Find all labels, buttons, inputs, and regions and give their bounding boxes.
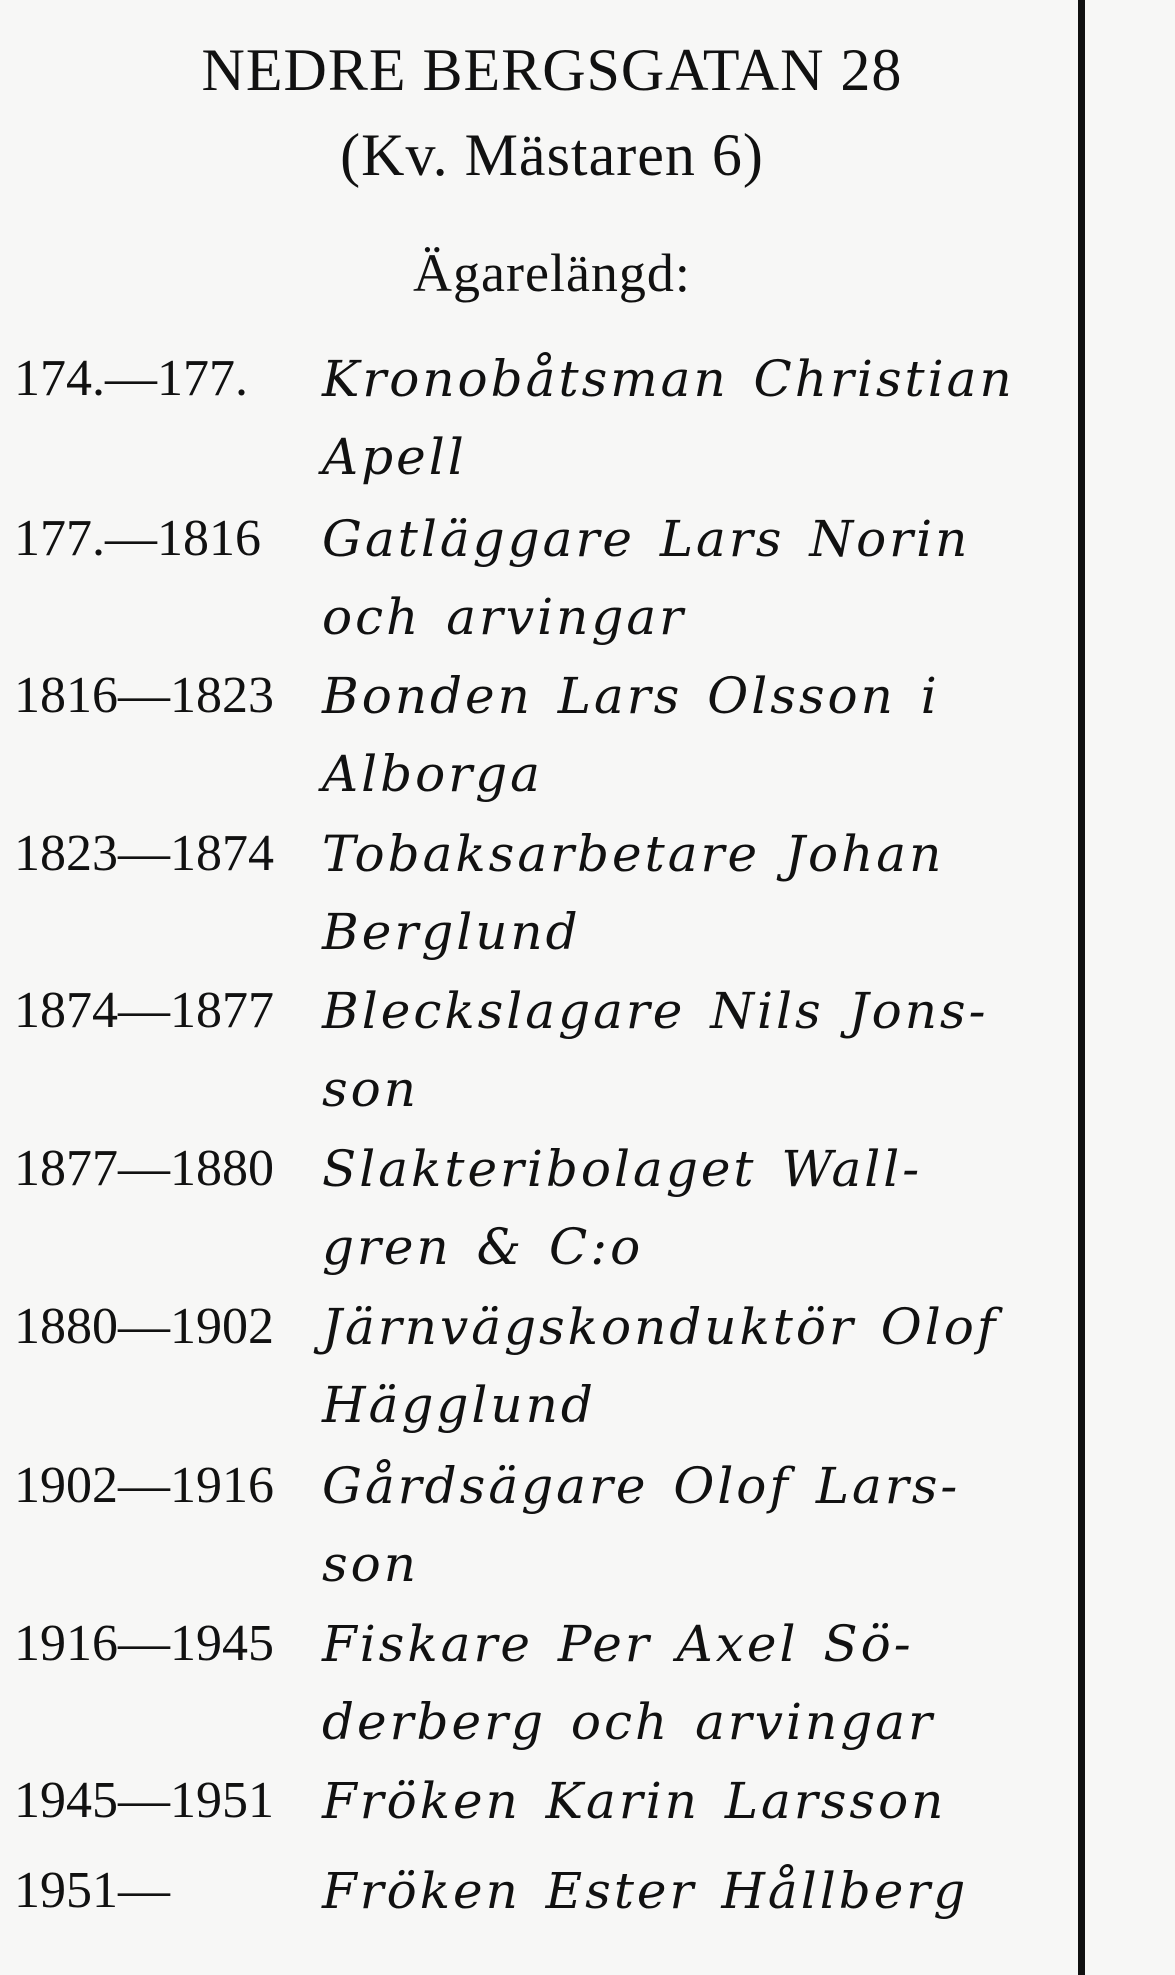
- owner-name-line: Fröken Ester Hållberg: [322, 1862, 969, 1920]
- owner-name: [322, 1605, 1046, 1761]
- owner-name: [322, 340, 1046, 496]
- owner-name-line: Apell: [322, 428, 467, 486]
- owner-years: 177.—1816: [14, 510, 261, 567]
- owner-list-heading: Ägarelängd:: [413, 243, 691, 303]
- owner-name-line: derberg och arvingar: [322, 1693, 935, 1751]
- owner-years: 1874—1877: [14, 982, 274, 1039]
- owner-years: 174.—177.: [14, 350, 248, 407]
- owner-name-line: Gatläggare Lars Norin: [322, 510, 971, 568]
- owner-name-line: Järnvägskonduktör Olof: [322, 1298, 999, 1356]
- owner-name-line: gren & C:o: [322, 1218, 644, 1276]
- owner-name: [322, 1130, 1046, 1286]
- vertical-rule: [1078, 0, 1085, 1975]
- owner-years: 1945—1951: [14, 1772, 274, 1829]
- owner-name-line: Bleckslagare Nils Jons-: [322, 982, 989, 1040]
- owner-name-line: Berglund: [322, 903, 581, 961]
- owner-name-line: son: [322, 1535, 419, 1593]
- owner-years: 1816—1823: [14, 667, 274, 724]
- owner-years: 1880—1902: [14, 1298, 274, 1355]
- owner-years: 1902—1916: [14, 1457, 274, 1514]
- owner-name-line: Alborga: [322, 745, 543, 803]
- street-heading: NEDRE BERGSGATAN 28: [201, 37, 903, 103]
- owner-name: [322, 1852, 1046, 1930]
- owner-name-line: Slakteribolaget Wall-: [322, 1140, 923, 1198]
- owner-years: 1916—1945: [14, 1615, 274, 1672]
- owner-name-line: Bonden Lars Olsson i: [322, 667, 940, 725]
- owner-name: [322, 815, 1046, 971]
- owner-name: [322, 1288, 1046, 1444]
- owner-years: 1823—1874: [14, 825, 274, 882]
- owner-name: [322, 1762, 1046, 1840]
- owner-years: 1951—: [14, 1862, 170, 1919]
- owner-name-line: Gårdsägare Olof Lars-: [322, 1457, 961, 1515]
- owner-name-line: Hägglund: [322, 1376, 596, 1434]
- owner-name-line: Tobaksarbetare Johan: [322, 825, 945, 883]
- owner-years: 1877—1880: [14, 1140, 274, 1197]
- owner-name-line: Fiskare Per Axel Sö-: [322, 1615, 914, 1673]
- owner-name-line: och arvingar: [322, 588, 687, 646]
- owner-name: [322, 500, 1046, 656]
- owner-name-line: son: [322, 1060, 419, 1118]
- owner-name: [322, 657, 1046, 813]
- owner-name-line: Fröken Karin Larsson: [322, 1772, 947, 1830]
- block-heading: (Kv. Mästaren 6): [340, 122, 764, 188]
- owner-name: [322, 972, 1046, 1128]
- owner-name-line: Kronobåtsman Christian: [322, 350, 1015, 408]
- owner-name: [322, 1447, 1046, 1603]
